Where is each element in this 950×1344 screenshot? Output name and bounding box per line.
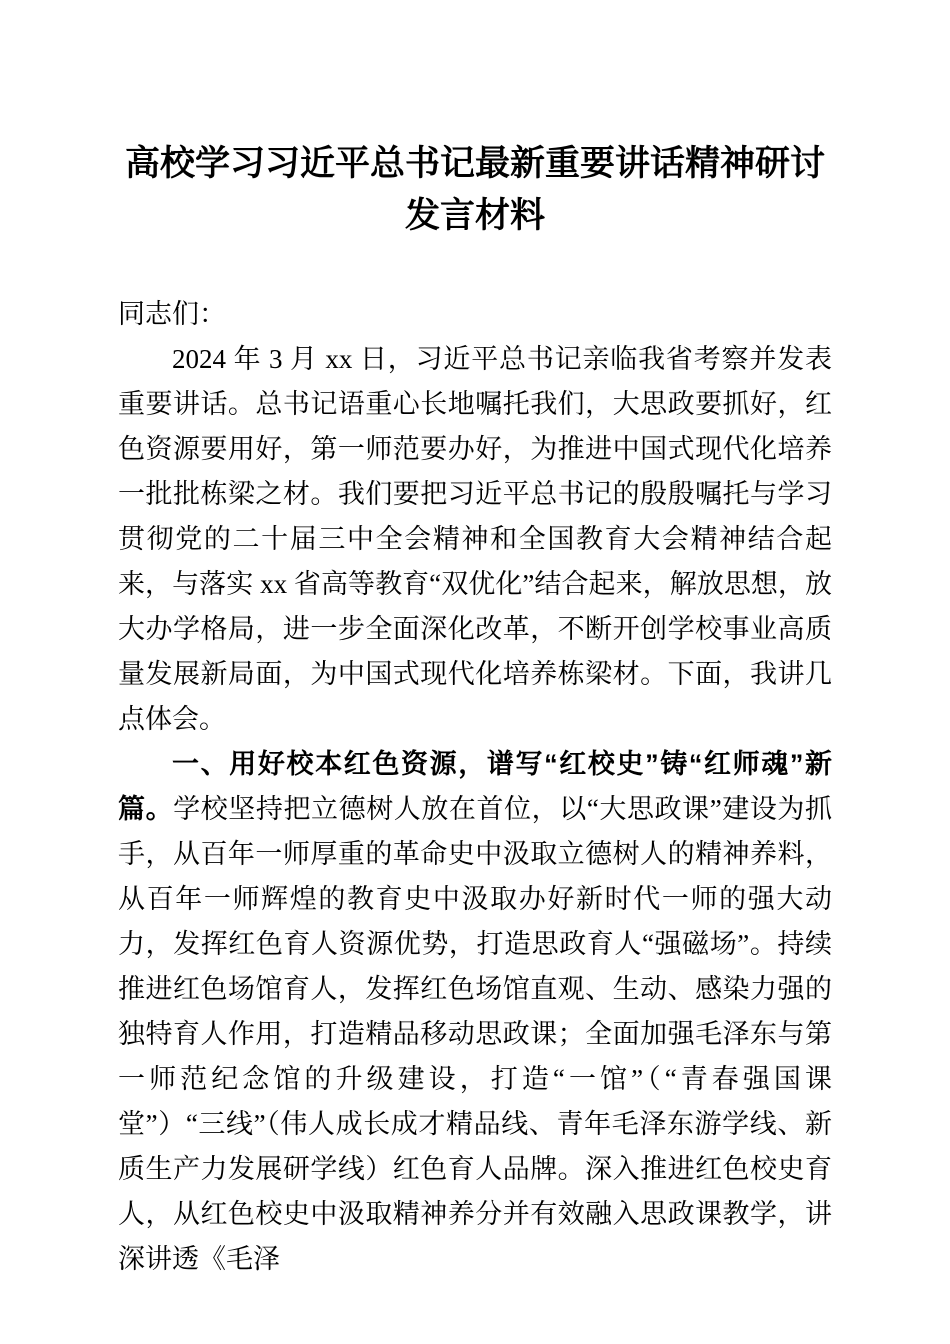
paragraph-2-heading: 一、用好校本红色资源，谱写“红校史”铸“红师魂”新篇。 <box>118 749 832 824</box>
paragraph-2 <box>118 742 832 1282</box>
salutation: 同志们： <box>118 299 226 329</box>
paragraph-1 <box>118 337 832 742</box>
paragraph-2-text: 学校坚持把立德树人放在首位，以“大思政课”建设为抓手，从百年一师厚重的革命史中汲取立德树人的精神养料，从百年一师辉煌的教育史中汲取办好新时代一师的强大动力，发挥红色育人资源优势，打造思政育人“强磁场”。持续推进红色场馆育人，发挥红色场馆直观、生动、感染力强的独特育人作用，打造精品移动思政课；全面加强毛泽东与第一师范纪念馆的升级建设，打造“一馆”（“青春强国课堂”）“三线”（伟人成长成才精品线、青年毛泽东游学线、新质生产力发展研学线）红色育人品牌。深入推进红色校史育人，从红色校史中汲取精神养分并有效融入思政课教学，讲深讲透《毛泽 <box>118 794 832 1274</box>
document-title: 高校学习习近平总书记最新重要讲话精神研讨发言材料 <box>124 144 825 235</box>
paragraph-1-text: 2024 年 3 月 xx 日，习近平总书记亲临我省考察并发表重要讲话。总书记语重心长地嘱托我们，大思政要抓好，红色资源要用好，第一师范要办好，为推进中国式现代化培养一批批栋梁之材。我们要把习近平总书记的殷殷嘱托与学习贯彻党的二十届三中全会精神和全国教育大会精神结合起来，与落实 xx 省高等教育“双优化”结合起来，解放思想，放大办学格局，进一步全面深化改革，不断开创学校事业高质量发展新局面，为中国式现代化培养栋梁材。下面，我讲几点体会。 <box>118 344 832 734</box>
